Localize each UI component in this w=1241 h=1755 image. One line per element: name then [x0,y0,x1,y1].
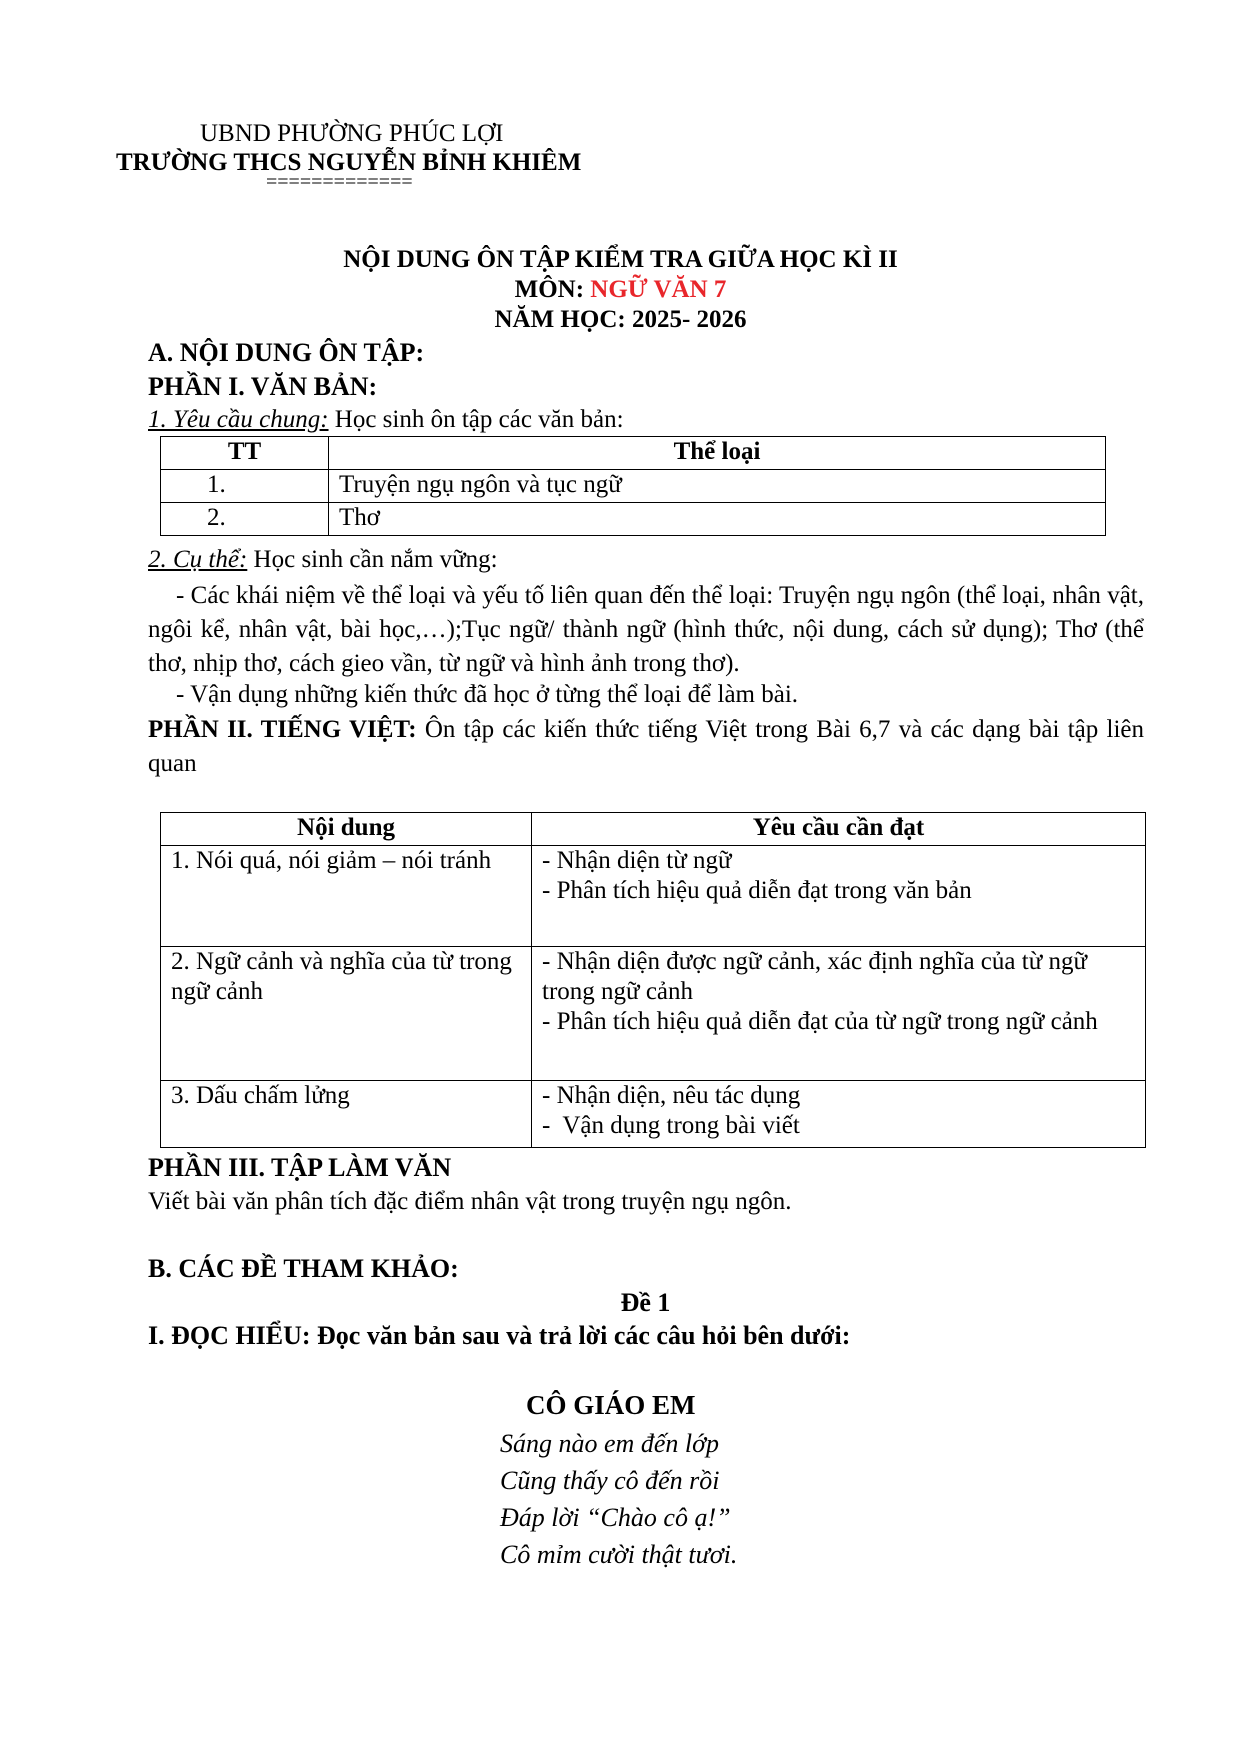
poem-line-1: Sáng nào em đến lớp [500,1429,719,1458]
poem-line-2: Cũng thấy cô đến rồi [500,1466,720,1495]
genre-row1-name: Truyện ngụ ngôn và tục ngữ [329,470,1106,503]
poem-line-4: Cô mỉm cười thật tươi. [500,1540,738,1569]
vn-row3-content: 3. Dấu chấm lửng [161,1081,532,1148]
reading-heading: I. ĐỌC HIỂU: Đọc văn bản sau và trả lời các câu hỏi bên dưới: [148,1321,851,1350]
table-row [161,470,1106,503]
part2-heading: PHẦN II. TIẾNG VIỆT: [148,716,417,743]
vn-row1-req-2: - Phân tích hiệu quả diễn đạt trong văn bản [542,877,972,904]
vietnamese-table [160,812,1146,1148]
poem-title: CÔ GIÁO EM [526,1390,696,1420]
school-name: TRƯỜNG THCS NGUYỄN BỈNH KHIÊM [116,149,582,176]
vn-row3-req-2: - Vận dụng trong bài viết [542,1112,800,1139]
subject-name: NGỮ VĂN 7 [590,276,727,303]
part1-heading: PHẦN I. VĂN BẢN: [148,372,378,401]
genre-row2-name: Thơ [329,503,1106,536]
table-row [161,947,1146,1081]
detail-requirement-text: Học sinh cần nắm vững: [247,546,498,573]
genre-table-header-genre: Thể loại [329,437,1106,470]
bullet-apply-knowledge: - Vận dụng những kiến thức đã học ở từng thể loại để làm bài. [176,681,799,708]
document-title: NỘI DUNG ÔN TẬP KIỂM TRA GIỮA HỌC KÌ II [343,246,898,273]
genre-row1-tt: 1. [161,470,329,503]
genre-row2-tt: 2. [161,503,329,536]
school-year: NĂM HỌC: 2025- 2026 [494,306,747,333]
detail-requirement [148,545,498,575]
poem-body [500,1425,737,1573]
genre-table [160,436,1106,536]
vn-row1-content: 1. Nói quá, nói giảm – nói tránh [161,846,532,947]
vn-row1-requirement [532,846,1146,947]
part2-text: Ôn tập các kiến thức tiếng Việt trong Bài 6,7 và các dạng bài tập liên quan [148,716,1145,777]
general-requirement-text: Học sinh ôn tập các văn bản: [328,406,624,433]
section-b-heading: B. CÁC ĐỀ THAM KHẢO: [148,1254,459,1283]
table-row [161,846,1146,947]
vn-row2-content: 2. Ngữ cảnh và nghĩa của từ trong ngữ cảnh [161,947,532,1081]
general-requirement-label: 1. Yêu cầu chung: [148,406,329,433]
org-name: UBND PHƯỜNG PHÚC LỢI [200,120,504,147]
subject-line [0,275,1241,305]
part3-heading: PHẦN III. TẬP LÀM VĂN [148,1153,452,1182]
vn-row2-req-2: - Phân tích hiệu quả diễn đạt của từ ngữ trong ngữ cảnh [542,1008,1098,1035]
exam-title: Đề 1 [620,1288,671,1317]
header-separator: ============= [266,171,413,193]
bullet-genre-concepts: - Các khái niệm về thể loại và yếu tố liên quan đến thể loại: Truyện ngụ ngôn (thể loại, nhân vật, ngôi kể, nhân vật, bài học,…);Tục ngữ/ thành ngữ (hình thức, nội dung, cách sử dụng); Thơ (thể thơ, nhịp thơ, cách gieo vần, từ ngữ và hình ảnh trong thơ). [148,582,1144,677]
table-row [161,503,1106,536]
vn-table-header-requirement: Yêu cầu cần đạt [532,813,1146,846]
vn-row3-requirement [532,1081,1146,1148]
detail-requirement-label: 2. Cụ thể: [148,546,248,573]
subject-prefix: MÔN: [514,276,591,303]
vn-row2-requirement [532,947,1146,1081]
vn-row2-req-1: - Nhận diện được ngữ cảnh, xác định nghĩa của từ ngữ trong ngữ cảnh [542,948,1088,1005]
general-requirement [148,405,624,435]
vn-row3-req-1: - Nhận diện, nêu tác dụng [542,1082,801,1109]
part3-text: Viết bài văn phân tích đặc điểm nhân vật trong truyện ngụ ngôn. [148,1188,792,1215]
vn-table-header-content: Nội dung [161,813,532,846]
genre-table-header-tt: TT [161,437,329,470]
part2-paragraph [148,713,1144,781]
section-a-heading: A. NỘI DUNG ÔN TẬP: [148,338,425,367]
table-row [161,1081,1146,1148]
poem-line-3: Đáp lời “Chào cô ạ!” [500,1503,731,1532]
vn-row1-req-1: - Nhận diện từ ngữ [542,847,732,874]
